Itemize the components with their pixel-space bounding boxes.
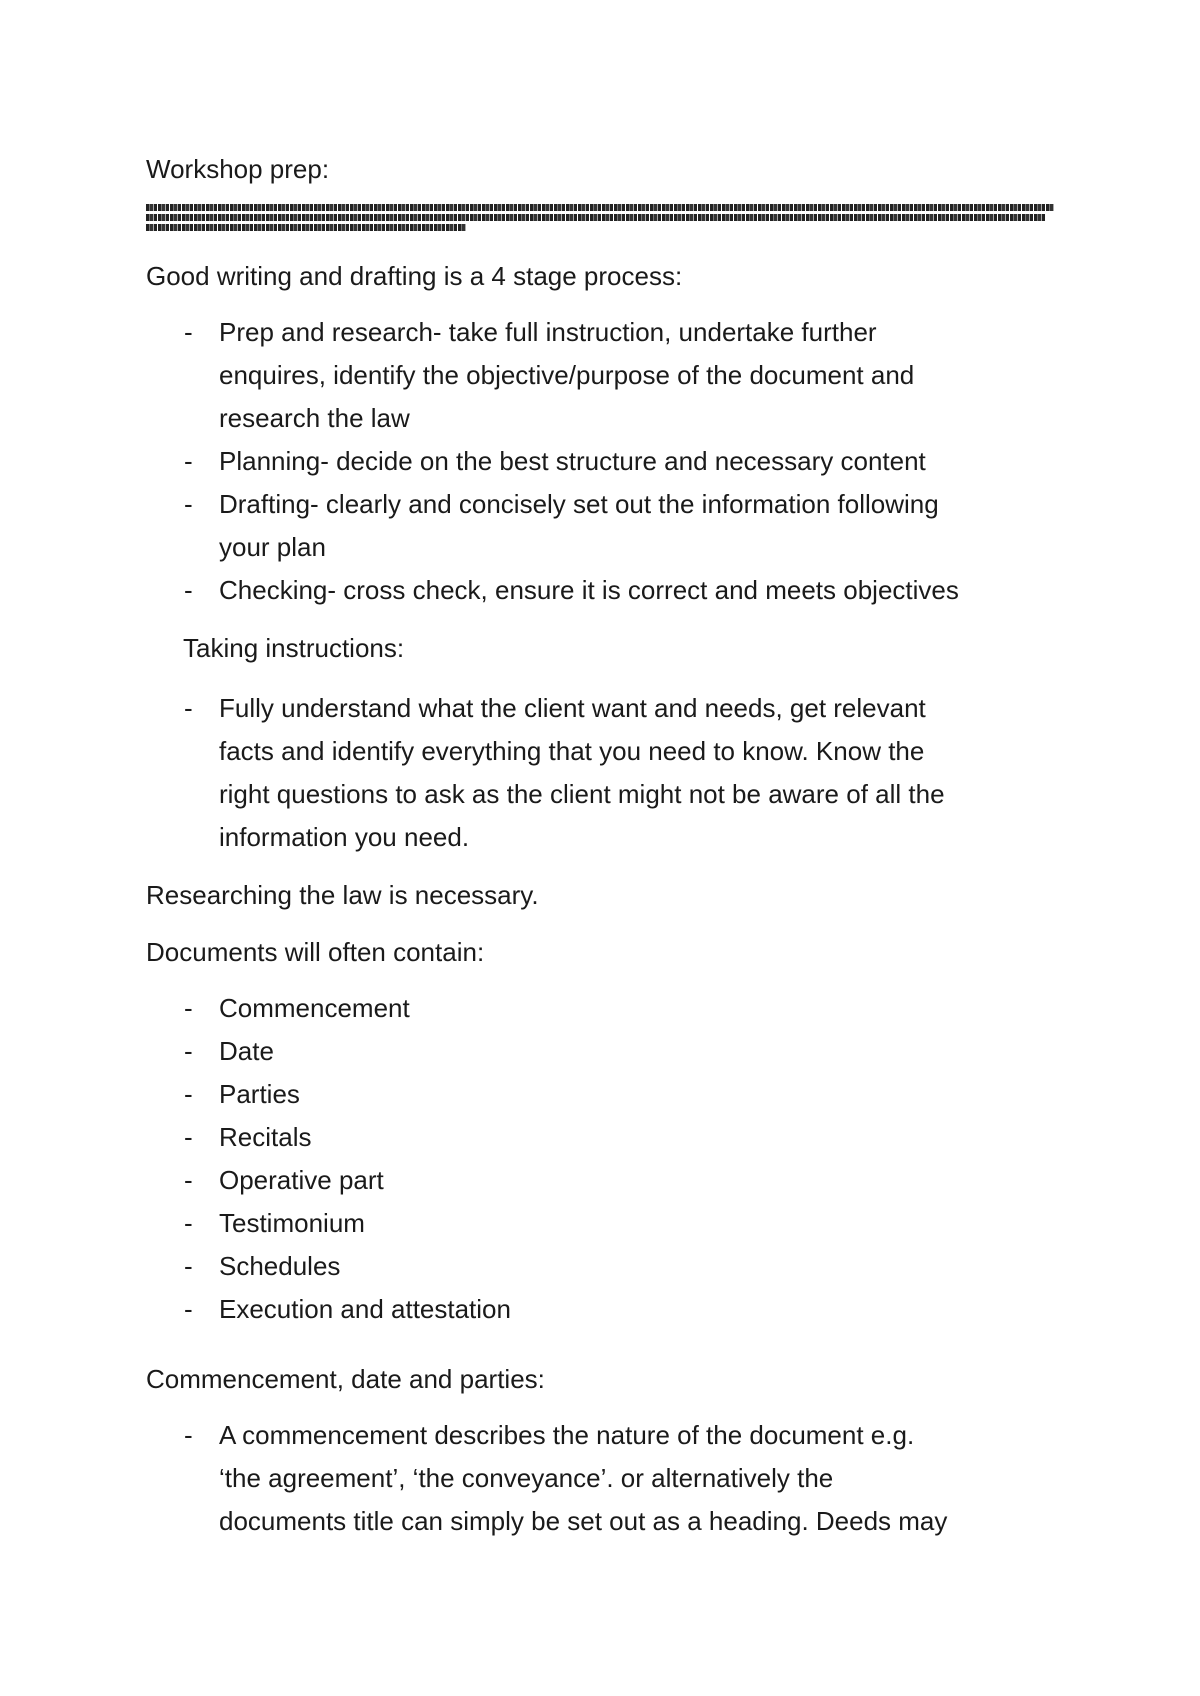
bullet-dash: - (184, 1036, 193, 1066)
bullet-dash: - (184, 317, 193, 347)
bullet-dash: - (184, 1294, 193, 1324)
list-item (146, 1073, 511, 1116)
list-item-text: Planning- decide on the best structure and necessary content (219, 446, 926, 476)
list-item (146, 687, 945, 859)
contents-intro: Documents will often contain: (146, 937, 485, 967)
stages-list (146, 311, 959, 612)
bullet-dash: - (184, 489, 193, 519)
bullet-dash: - (184, 993, 193, 1023)
list-item-text: Date (219, 1036, 274, 1066)
contents-list (146, 987, 511, 1331)
list-item-text: Fully understand what the client want and needs, get relevant facts and identify everything that you need to know. Know the right questions to ask as the client might not be aware of all the information you need. (219, 693, 945, 852)
list-item-text: Operative part (219, 1165, 384, 1195)
list-item (146, 987, 511, 1030)
bullet-dash: - (184, 1251, 193, 1281)
bullet-dash: - (184, 1165, 193, 1195)
list-item-text: Execution and attestation (219, 1294, 511, 1324)
illegible-line (146, 204, 1054, 211)
list-item (146, 1159, 511, 1202)
illegible-line (146, 214, 1046, 221)
list-item-text: Testimonium (219, 1208, 365, 1238)
instructions-list (146, 687, 945, 859)
bullet-dash: - (184, 575, 193, 605)
list-item-text: Prep and research- take full instruction, undertake further enquires, identify the objective/purpose of the document and research the law (219, 317, 915, 433)
bullet-dash: - (184, 1420, 193, 1450)
list-item (146, 1245, 511, 1288)
bullet-dash: - (184, 446, 193, 476)
list-item (146, 440, 959, 483)
list-item (146, 311, 959, 440)
research-note: Researching the law is necessary. (146, 880, 539, 910)
list-item (146, 1116, 511, 1159)
list-item-text: Schedules (219, 1251, 341, 1281)
list-item (146, 1202, 511, 1245)
illegible-text-block (146, 201, 1054, 233)
document-heading: Workshop prep: (146, 154, 330, 184)
list-item-text: Recitals (219, 1122, 312, 1152)
list-item-text: Drafting- clearly and concisely set out the information following your plan (219, 489, 939, 562)
list-item (146, 483, 959, 569)
illegible-line (146, 224, 466, 231)
section-list (146, 1414, 947, 1543)
bullet-dash: - (184, 1122, 193, 1152)
bullet-dash: - (184, 693, 193, 723)
stages-intro: Good writing and drafting is a 4 stage process: (146, 261, 683, 291)
list-item (146, 1288, 511, 1331)
list-item-text: Checking- cross check, ensure it is correct and meets objectives (219, 575, 959, 605)
bullet-dash: - (184, 1079, 193, 1109)
instructions-heading: Taking instructions: (183, 633, 405, 663)
list-item (146, 1414, 947, 1543)
list-item-text: Commencement (219, 993, 410, 1023)
list-item (146, 1030, 511, 1073)
section-heading: Commencement, date and parties: (146, 1364, 545, 1394)
list-item (146, 569, 959, 612)
list-item-text: A commencement describes the nature of the document e.g. ‘the agreement’, ‘the conveyance’. or alternatively the documents title can simply be set out as a heading. Deeds may (219, 1420, 948, 1536)
bullet-dash: - (184, 1208, 193, 1238)
list-item-text: Parties (219, 1079, 300, 1109)
